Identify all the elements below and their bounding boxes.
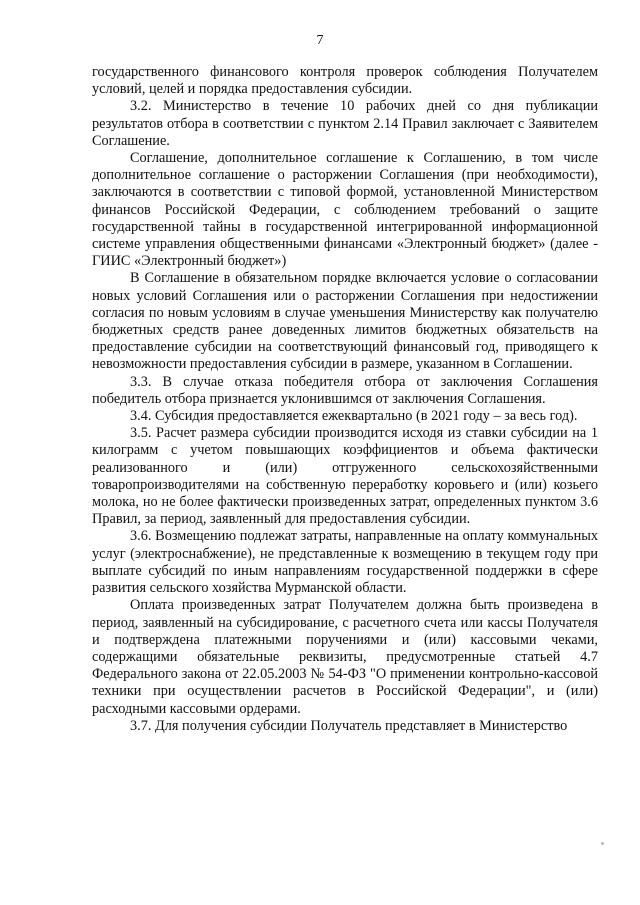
paragraph-3-7: 3.7. Для получения субсидии Получатель представляет в Министерство: [130, 717, 568, 734]
paragraph-agreement-form: Соглашение, дополнительное соглашение к Соглашению, в том числе дополнительное соглашение о расторжении Соглашения (при необходимости), заключаются в соответствии с типовой формой, установленной Министерством финансов Российской Федерации, с соблюдением требований о защите государственной тайны в государственной интегрированной информационной системе управления общественными финансами «Электронный бюджет» (далее - ГИИС «Электронный бюджет»): [92, 150, 598, 270]
scan-dot: [601, 842, 604, 845]
paragraph-3-6: 3.6. Возмещению подлежат затраты, направленные на оплату коммунальных услуг (электроснабжение), не представленные к возмещению в текущем году при выплате субсидий по иным направлениям государственной поддержки в сфере развития сельского хозяйства Мурманской области.: [92, 528, 598, 597]
document-body: [92, 64, 598, 735]
paragraph-3-5: 3.5. Расчет размера субсидии производится исходя из ставки субсидии на 1 килограмм с учетом повышающих коэффициентов и объема фактически реализованного и (или) отгруженного сельскохозяйственными товаропроизводителями на собственную переработку коровьего и (или) козьего молока, но не более фактически произведенных затрат, определенных пунктом 3.6 Правил, за период, заявленный для предоставления субсидии.: [92, 425, 598, 528]
paragraph-agreement-conditions: В Соглашение в обязательном порядке включается условие о согласовании новых условий Соглашения или о расторжении Соглашения при недостижении согласия по новым условиям в случае уменьшения Министерству как получателю бюджетных средств ранее доведенных лимитов бюджетных обязательств на предоставление субсидии на соответствующий финансовый год, приводящего к невозможности предоставления субсидии в размере, указанном в Соглашении.: [92, 270, 598, 373]
paragraph-continuation: государственного финансового контроля проверок соблюдения Получателем условий, целей и порядка предоставления субсидии.: [92, 64, 598, 98]
paragraph-3-2: 3.2. Министерство в течение 10 рабочих дней со дня публикации результатов отбора в соответствии с пунктом 2.14 Правил заключает с Заявителем Соглашение.: [92, 98, 598, 149]
page-number: 7: [316, 33, 324, 48]
paragraph-3-4: 3.4. Субсидия предоставляется ежеквартально (в 2021 году – за весь год).: [130, 408, 578, 425]
paragraph-payment-terms: Оплата произведенных затрат Получателем должна быть произведена в период, заявленный на субсидирование, с расчетного счета или кассы Получателя и подтверждена платежными поручениями и (или) кассовыми чеками, содержащими обязательные реквизиты, предусмотренные статьей 4.7 Федерального закона от 22.05.2003 № 54-ФЗ "О применении контрольно-кассовой техники при осуществлении расчетов в Российской Федерации", и (или) расходными кассовыми ордерами.: [92, 597, 598, 717]
paragraph-3-3: 3.3. В случае отказа победителя отбора от заключения Соглашения победитель отбора признается уклонившимся от заключения Соглашения.: [92, 373, 598, 407]
